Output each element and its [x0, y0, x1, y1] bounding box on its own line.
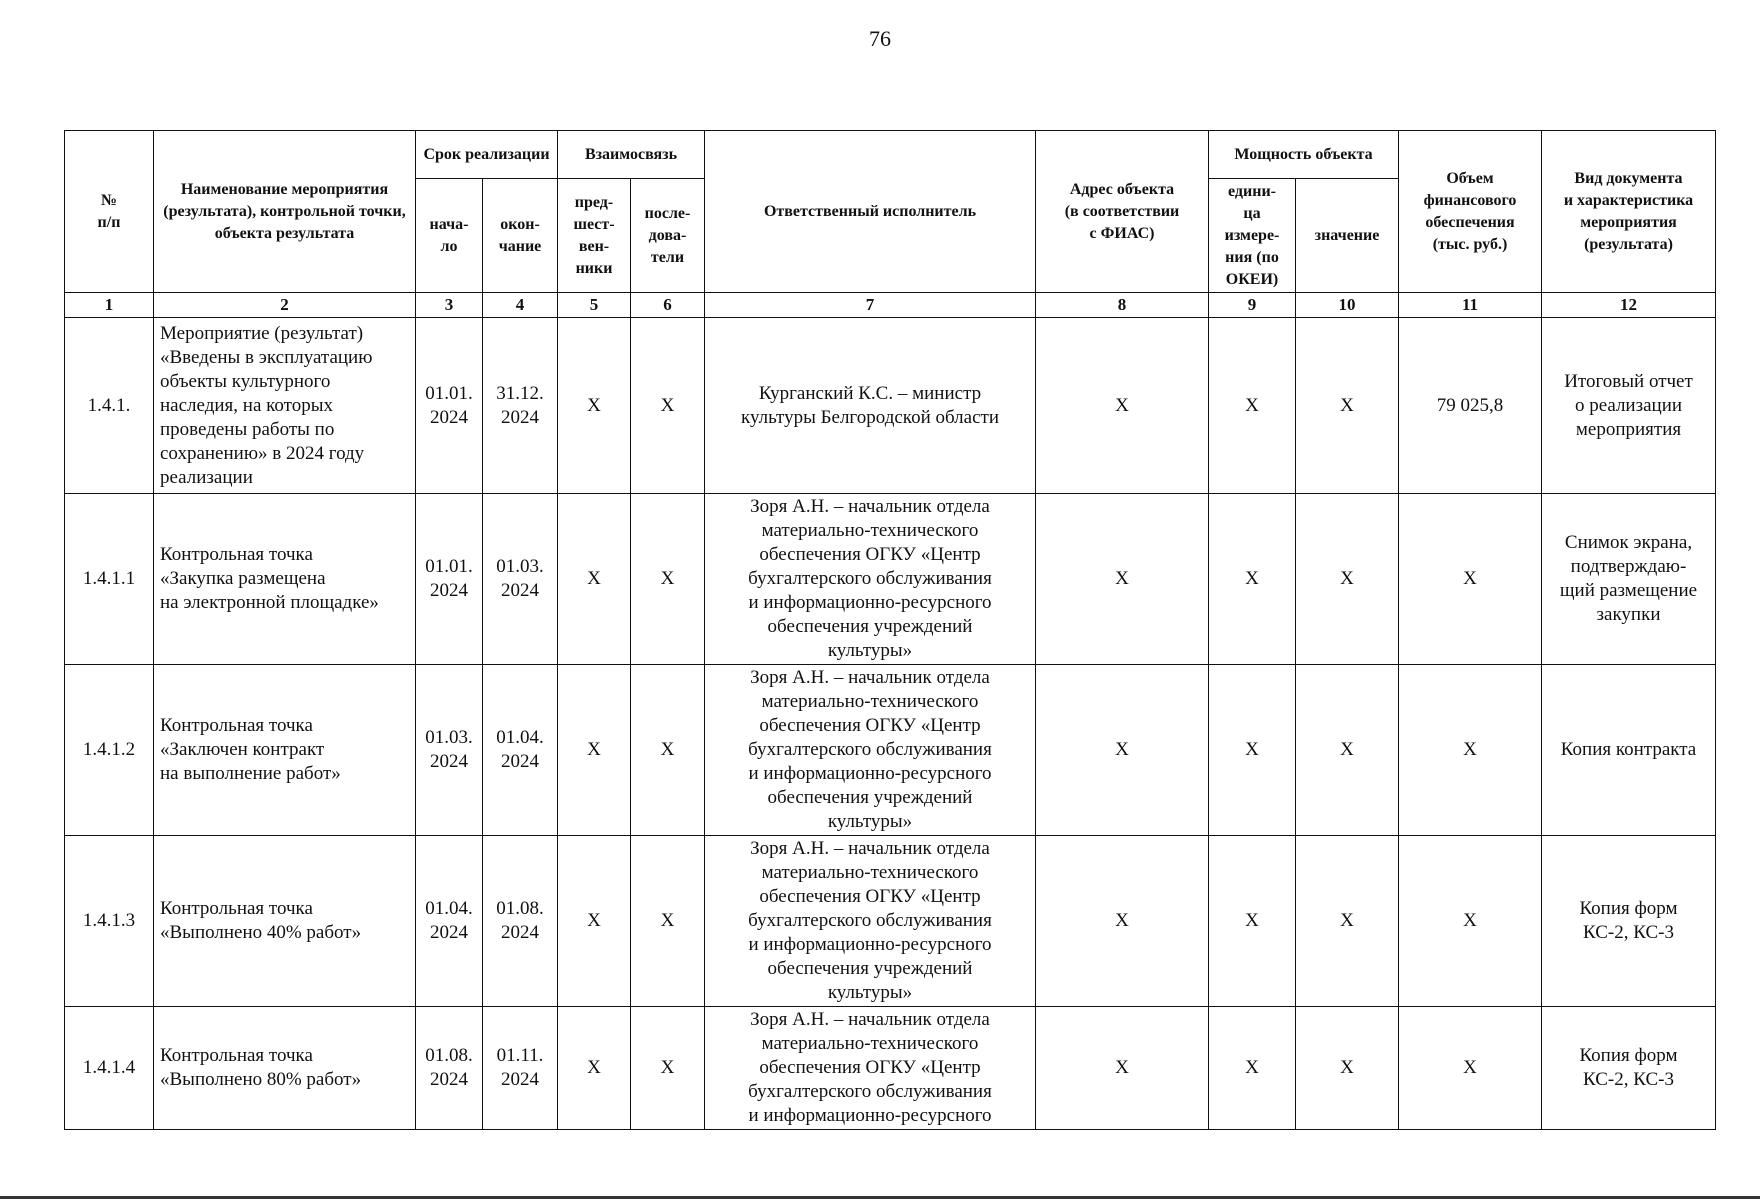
row-prev: X [558, 665, 631, 836]
row-end: 31.12. 2024 [483, 318, 558, 494]
row-end: 01.11. 2024 [483, 1007, 558, 1130]
row-name: Контрольная точка «Закупка размещена на электронной площадке» [154, 494, 416, 665]
header-link: Взаимосвязь [558, 131, 705, 179]
row-prev: X [558, 1007, 631, 1130]
row-num: 1.4.1.3 [65, 836, 154, 1007]
page-number: 76 [869, 26, 891, 51]
table-row [65, 494, 1716, 665]
row-executor: Курганский К.С. – министр культуры Белгородской области [705, 318, 1036, 494]
row-next: X [631, 665, 705, 836]
column-number: 11 [1399, 293, 1542, 318]
table-row [65, 318, 1716, 494]
column-numbers-row [65, 293, 1716, 318]
header-finance: Объем финансового обеспечения (тыс. руб.) [1399, 131, 1542, 293]
column-number: 8 [1036, 293, 1209, 318]
row-executor: Зоря А.Н. – начальник отдела материально-технического обеспечения ОГКУ «Центр бухгалтерского обслуживания и информационно-ресурсного [705, 1007, 1036, 1130]
row-end: 01.04. 2024 [483, 665, 558, 836]
row-prev: X [558, 318, 631, 494]
row-finance: X [1399, 1007, 1542, 1130]
bottom-edge-rule [0, 1196, 1760, 1199]
header-term-end: окон- чание [483, 179, 558, 293]
header-executor: Ответственный исполнитель [705, 131, 1036, 293]
row-executor: Зоря А.Н. – начальник отдела материально-технического обеспечения ОГКУ «Центр бухгалтерского обслуживания и информационно-ресурсного обеспечения учреждений культуры» [705, 836, 1036, 1007]
row-next: X [631, 836, 705, 1007]
row-value: X [1296, 836, 1399, 1007]
row-doc: Копия контракта [1542, 665, 1716, 836]
activity-plan-table [64, 130, 1716, 1130]
row-name: Контрольная точка «Выполнено 80% работ» [154, 1007, 416, 1130]
header-capacity-unit: едини- ца измере- ния (по ОКЕИ) [1209, 179, 1296, 293]
row-start: 01.01. 2024 [416, 494, 483, 665]
column-number: 5 [558, 293, 631, 318]
column-number: 12 [1542, 293, 1716, 318]
row-start: 01.08. 2024 [416, 1007, 483, 1130]
row-next: X [631, 318, 705, 494]
row-executor: Зоря А.Н. – начальник отдела материально-технического обеспечения ОГКУ «Центр бухгалтерского обслуживания и информационно-ресурсного обеспечения учреждений культуры» [705, 665, 1036, 836]
row-finance: X [1399, 494, 1542, 665]
row-end: 01.08. 2024 [483, 836, 558, 1007]
row-address: X [1036, 494, 1209, 665]
header-link-prev: пред- шест- вен- ники [558, 179, 631, 293]
row-name: Контрольная точка «Выполнено 40% работ» [154, 836, 416, 1007]
row-value: X [1296, 494, 1399, 665]
row-finance: X [1399, 836, 1542, 1007]
header-name: Наименование мероприятия (результата), контрольной точки, объекта результата [154, 131, 416, 293]
column-number: 10 [1296, 293, 1399, 318]
column-number: 3 [416, 293, 483, 318]
table-row [65, 836, 1716, 1007]
row-num: 1.4.1.2 [65, 665, 154, 836]
header-term: Срок реализации [416, 131, 558, 179]
row-value: X [1296, 318, 1399, 494]
row-num: 1.4.1.1 [65, 494, 154, 665]
row-start: 01.04. 2024 [416, 836, 483, 1007]
row-unit: X [1209, 1007, 1296, 1130]
column-number: 9 [1209, 293, 1296, 318]
row-address: X [1036, 665, 1209, 836]
column-number: 2 [154, 293, 416, 318]
row-doc: Копия форм КС-2, КС-3 [1542, 836, 1716, 1007]
row-address: X [1036, 1007, 1209, 1130]
header-address: Адрес объекта (в соответствии с ФИАС) [1036, 131, 1209, 293]
table-row [65, 665, 1716, 836]
row-value: X [1296, 665, 1399, 836]
header-num: № п/п [65, 131, 154, 293]
row-end: 01.03. 2024 [483, 494, 558, 665]
row-finance: X [1399, 665, 1542, 836]
row-doc: Снимок экрана, подтверждаю- щий размещение закупки [1542, 494, 1716, 665]
table-row [65, 1007, 1716, 1130]
row-num: 1.4.1.4 [65, 1007, 154, 1130]
row-next: X [631, 494, 705, 665]
row-next: X [631, 1007, 705, 1130]
row-prev: X [558, 836, 631, 1007]
column-number: 7 [705, 293, 1036, 318]
row-finance: 79 025,8 [1399, 318, 1542, 494]
column-number: 1 [65, 293, 154, 318]
row-prev: X [558, 494, 631, 665]
header-term-start: нача- ло [416, 179, 483, 293]
header-doc: Вид документа и характеристика мероприятия (результата) [1542, 131, 1716, 293]
row-name: Мероприятие (результат) «Введены в эксплуатацию объекты культурного наследия, на которых проведены работы по сохранению» в 2024 году реализации [154, 318, 416, 494]
column-number: 4 [483, 293, 558, 318]
row-name: Контрольная точка «Заключен контракт на выполнение работ» [154, 665, 416, 836]
row-doc: Итоговый отчет о реализации мероприятия [1542, 318, 1716, 494]
row-address: X [1036, 318, 1209, 494]
row-num: 1.4.1. [65, 318, 154, 494]
header-capacity: Мощность объекта [1209, 131, 1399, 179]
column-number: 6 [631, 293, 705, 318]
row-unit: X [1209, 836, 1296, 1007]
header-link-next: после- дова- тели [631, 179, 705, 293]
row-unit: X [1209, 318, 1296, 494]
row-unit: X [1209, 494, 1296, 665]
row-value: X [1296, 1007, 1399, 1130]
row-start: 01.03. 2024 [416, 665, 483, 836]
row-executor: Зоря А.Н. – начальник отдела материально-технического обеспечения ОГКУ «Центр бухгалтерского обслуживания и информационно-ресурсного обеспечения учреждений культуры» [705, 494, 1036, 665]
row-address: X [1036, 836, 1209, 1007]
row-start: 01.01. 2024 [416, 318, 483, 494]
header-capacity-value: значение [1296, 179, 1399, 293]
row-doc: Копия форм КС-2, КС-3 [1542, 1007, 1716, 1130]
row-unit: X [1209, 665, 1296, 836]
